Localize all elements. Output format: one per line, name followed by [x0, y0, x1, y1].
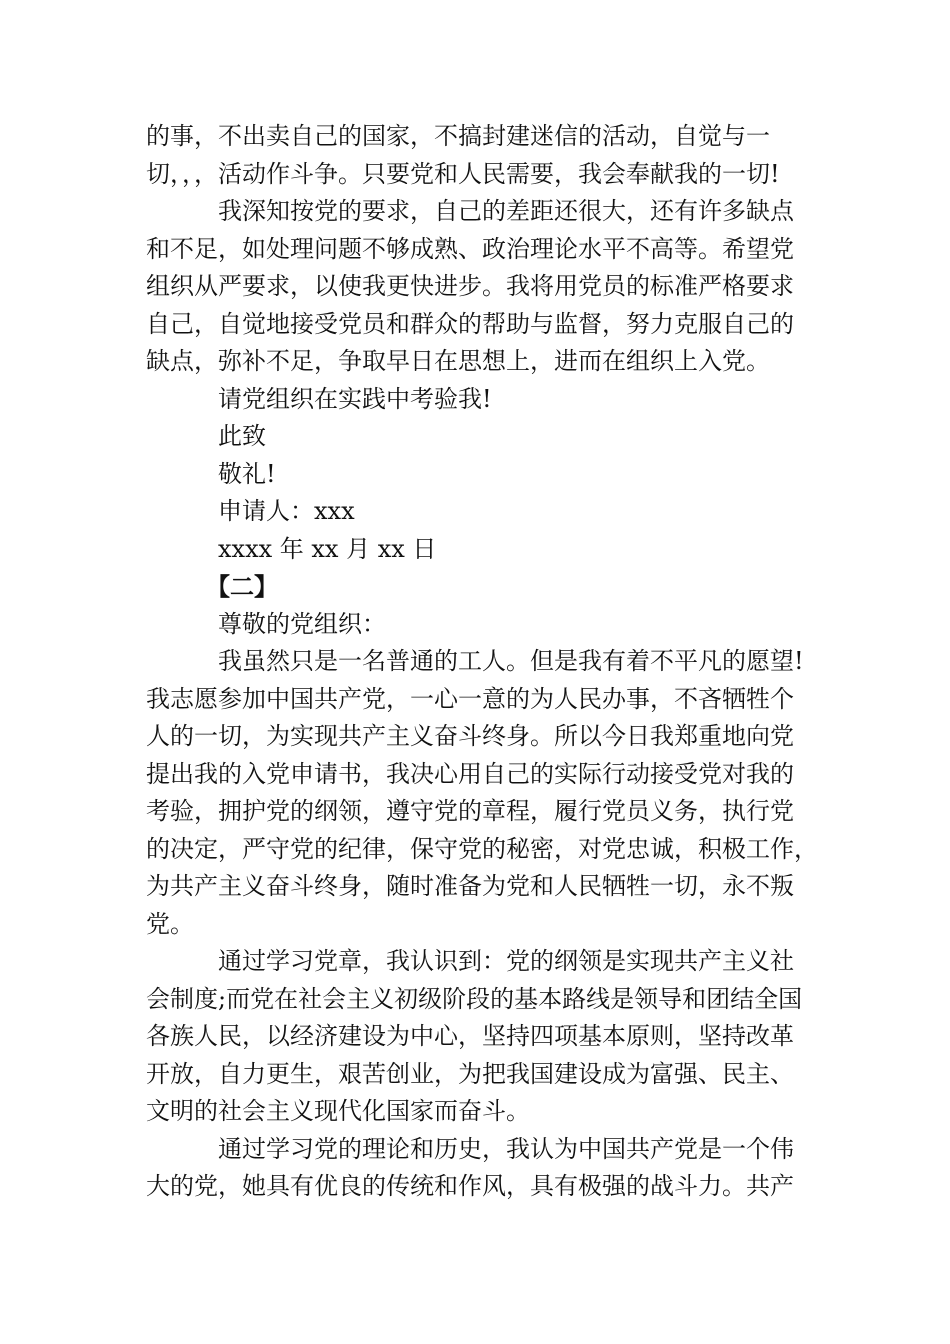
text-line: 和不足，如处理问题不够成熟、政治理论水平不高等。希望党 — [146, 234, 794, 263]
section-marker: 【二】 — [206, 572, 278, 601]
paragraph-continuation — [146, 118, 806, 193]
document-body — [146, 118, 818, 1206]
text-line: 组织从严要求，以使我更快进步。我将用党员的标准严格要求 — [146, 272, 794, 300]
text-line: 开放，自力更生，艰苦创业，为把我国建设成为富强、民主、 — [146, 1059, 794, 1088]
text-line: 通过学习党章，我认识到：党的纲领是实现共产主义社 — [218, 947, 794, 975]
text-line: 切，，，活动作斗争。只要党和人民需要，我会奉献我的一切! — [146, 159, 780, 188]
text-line: 的事，不出卖自己的国家，不搞封建迷信的活动，自觉与一 — [146, 122, 770, 150]
paragraph-charter — [146, 943, 806, 1131]
paragraph-history — [146, 1131, 806, 1206]
text-line: 的决定，严守党的纪律，保守党的秘密，对党忠诚，积极工作， — [146, 834, 818, 863]
text-line: 通过学习党的理论和历史，我认为中国共产党是一个伟 — [218, 1134, 794, 1163]
closing-jingli: 敬礼! — [218, 459, 276, 488]
text-line: 文明的社会主义现代化国家而奋斗。 — [146, 1097, 530, 1125]
applicant-signature: 申请人：xxx — [218, 497, 355, 525]
text-line: 我志愿参加中国共产党，一心一意的为人民办事，不吝牺牲个 — [146, 684, 794, 713]
text-line: 自己，自觉地接受党员和群众的帮助与监督，努力克服自己的 — [146, 309, 794, 338]
text-line: 党。 — [146, 909, 194, 938]
text-line: 人的一切，为实现共产主义奋斗终身。所以今日我郑重地向党 — [146, 722, 794, 750]
application-date: xxxx 年 xx 月 xx 日 — [218, 534, 437, 563]
salutation: 尊敬的党组织： — [218, 609, 386, 638]
paragraph-shortcomings — [146, 193, 806, 381]
text-line: 提出我的入党申请书，我决心用自己的实际行动接受党对我的 — [146, 759, 794, 788]
text-line: 大的党，她具有优良的传统和作风，具有极强的战斗力。共产 — [146, 1172, 794, 1200]
closing-cizhi: 此致 — [218, 422, 266, 450]
text-line: 为共产主义奋斗终身，随时准备为党和人民牺牲一切，永不叛 — [146, 872, 794, 900]
text-line: 考验，拥护党的纲领，遵守党的章程，履行党员义务，执行党 — [146, 797, 794, 825]
closing-request: 请党组织在实践中考验我! — [218, 384, 492, 413]
text-line: 我虽然只是一名普通的工人。但是我有着不平凡的愿望! — [218, 647, 804, 675]
paragraph-worker — [146, 643, 818, 943]
text-line: 缺点，弥补不足，争取早日在思想上，进而在组织上入党。 — [146, 347, 770, 375]
text-line: 会制度;而党在社会主义初级阶段的基本路线是领导和团结全国 — [146, 984, 803, 1013]
text-line: 我深知按党的要求，自己的差距还很大，还有许多缺点 — [218, 197, 794, 225]
text-line: 各族人民，以经济建设为中心，坚持四项基本原则，坚持改革 — [146, 1022, 794, 1050]
